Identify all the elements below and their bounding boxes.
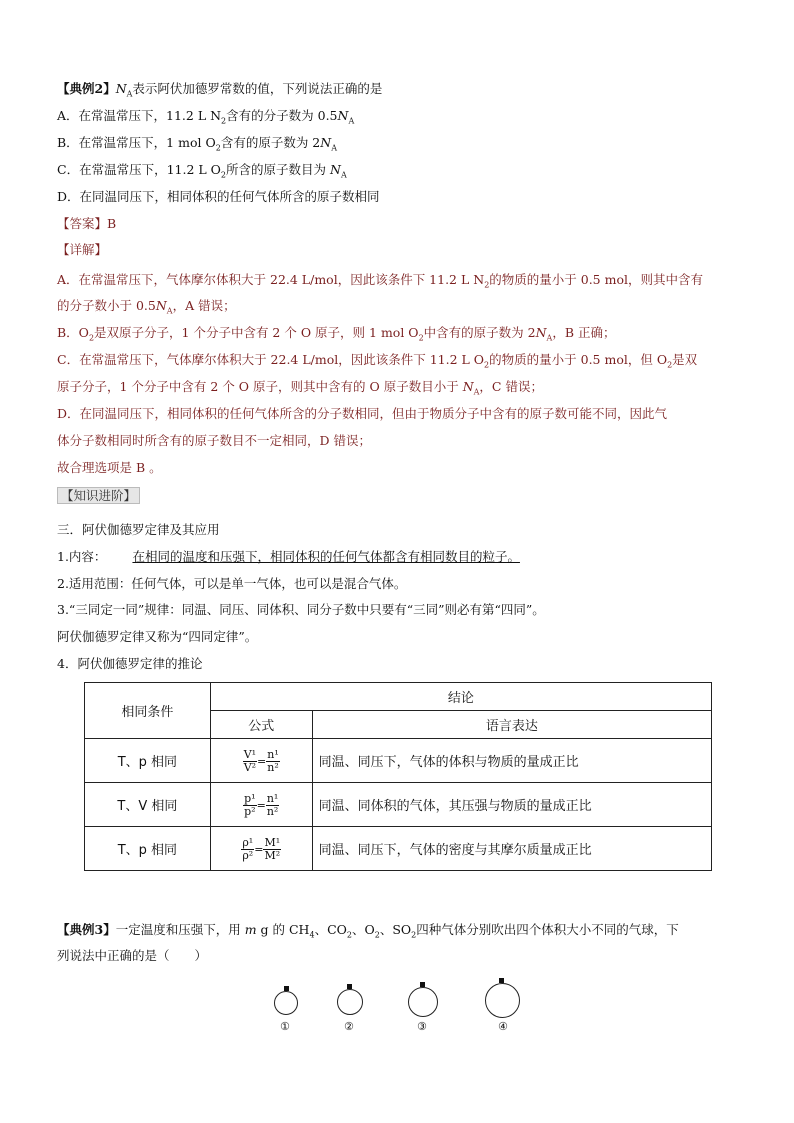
avogadro-inference-table [84, 682, 712, 871]
detail-c-line2: 原子分子，1 个分子中含有 2 个 O 原子，则其中含有的 O 原子数目小于 $N_A$，C 错误； [57, 379, 543, 397]
example3-line2: 列说法中正确的是（ ） [57, 948, 208, 963]
header-condition: 相同条件 [85, 683, 211, 739]
knowledge-p1: 1.内容： 在相同的温度和压强下，相同体积的任何气体都含有相同数目的粒子。 [57, 547, 550, 567]
section-title: 三．阿伏伽德罗定律及其应用 [57, 522, 220, 537]
detail-a-line2: 的分子数小于 $0.5N_A$，A 错误； [57, 298, 236, 316]
formula-cell: V¹ V² = n¹ n² [210, 739, 312, 783]
detail-conclusion: 故合理选项是 B 。 [57, 460, 162, 475]
knowledge-tag-row [57, 486, 140, 506]
p1-underlined: 在相同的温度和压强下，相同体积的任何气体都含有相同数目的粒子。 [132, 549, 520, 564]
table-row: T、p 相同 ρ¹ ρ² = M¹ M² 同温、同压下，气体的密度与其摩尔质量成正比 [85, 827, 712, 871]
option-c: C．在常温常压下，11.2 L $O_2$所含的原子数目为 $N_A$ [57, 162, 347, 180]
balloon-circle-icon [485, 983, 520, 1018]
knowledge-p2: 2.适用范围：任何气体，可以是单一气体，也可以是混合气体。 [57, 576, 407, 591]
detail-tag: 【详解】 [57, 242, 108, 257]
balloon-circle-icon [408, 987, 438, 1017]
example2-question: 【典例2】$N_A$表示阿伏加德罗常数的值，下列说法正确的是 [57, 81, 383, 99]
balloons-figure: ① ② ③ ④ [0, 978, 794, 1038]
header-language: 语言表达 [312, 711, 711, 739]
knowledge-p3: 3.“三同定一同”规律：同温、同压、同体积、同分子数中只要有“三同”则必有第“四同”。 [57, 602, 545, 617]
option-a: A．在常温常压下，11.2 L $N_2$含有的分子数为 $0.5N_A$ [57, 108, 355, 126]
table-row: T、p 相同 V¹ V² = n¹ n² 同温、同压下，气体的体积与物质的量成正比 [85, 739, 712, 783]
example3-line1: 【典例3】一定温度和压强下，用 m g 的 $CH_4$、$CO_2$、$O_2$、$SO_2$四种气体分别吹出四个体积大小不同的气球，下 [57, 922, 679, 940]
detail-a-line1: A．在常温常压下，气体摩尔体积大于 22.4 L/mol，因此该条件下 11.2 L $N_2$的物质的量小于 0.5 mol，则其中含有 [57, 272, 703, 290]
example2-tag: 【典例2】 [57, 81, 116, 96]
balloon-circle-icon [274, 991, 298, 1015]
formula-cell: p¹ p² = n¹ n² [210, 783, 312, 827]
option-b: B．在常温常压下，1 mol $O_2$含有的原子数为 $2N_A$ [57, 135, 337, 153]
formula-cell: ρ¹ ρ² = M¹ M² [210, 827, 312, 871]
knowledge-p4: 阿伏伽德罗定律又称为“四同定律”。 [57, 629, 258, 644]
detail-d-line2: 体分子数相同时所含有的原子数目不一定相同，D 错误； [57, 433, 371, 448]
table-row: T、V 相同 p¹ p² = n¹ n² 同温、同体积的气体，其压强与物质的量成正比 [85, 783, 712, 827]
answer: 【答案】B [57, 216, 117, 231]
knowledge-tag: 【知识进阶】 [57, 487, 140, 504]
detail-d-line1: D．在同温同压下，相同体积的任何气体所含的分子数相同，但由于物质分子中含有的原子数可能不同，因此气 [57, 406, 668, 421]
balloon-circle-icon [337, 989, 363, 1015]
header-conclusion: 结论 [210, 683, 711, 711]
detail-b: B．$O_2$是双原子分子，1 个分子中含有 2 个 O 原子，则 1 mol $O_2$中含有的原子数为 $2N_A$，B 正确； [57, 325, 616, 343]
example3-tag: 【典例3】 [57, 922, 116, 937]
option-d: D．在同温同压下，相同体积的任何气体所含的原子数相同 [57, 189, 380, 204]
header-formula: 公式 [210, 711, 312, 739]
knowledge-p5: 4．阿伏伽德罗定律的推论 [57, 656, 203, 671]
detail-c-line1: C．在常温常压下，气体摩尔体积大于 22.4 L/mol，因此该条件下 11.2 L $O_2$的物质的量小于 0.5 mol，但 $O_2$是双 [57, 352, 698, 370]
